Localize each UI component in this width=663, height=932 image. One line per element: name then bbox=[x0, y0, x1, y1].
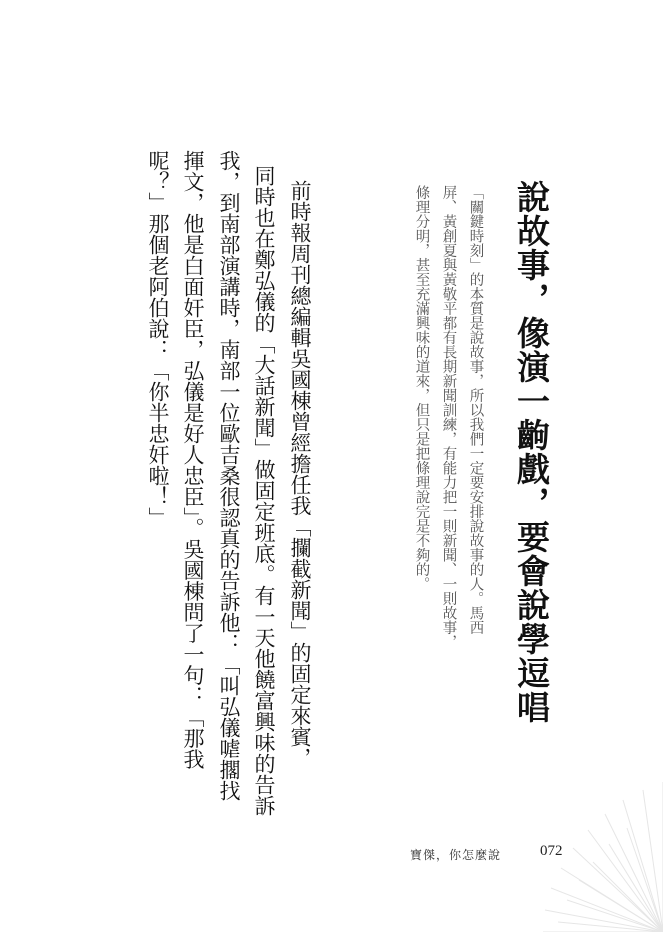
page-number: 072 bbox=[540, 843, 563, 859]
intro-line: 條理分明，甚至充滿興味的道來，但只是把條理說完是不夠的。 bbox=[413, 185, 430, 591]
body-line: 呢？」那個老阿伯說：「你半忠奸啦！」 bbox=[146, 150, 170, 528]
body-line: 我，到南部演講時，南部一位歐吉桑很認真的告訴他：「叫弘儀㖸擱找 bbox=[217, 150, 241, 801]
ray-decoration bbox=[483, 782, 663, 932]
running-footer-title: 寶傑，你怎麼說 bbox=[410, 848, 502, 862]
body-line: 揮文，他是白面奸臣，弘儀是好人忠臣」。吳國棟問了一句：「那我 bbox=[181, 150, 205, 770]
body-line: 同時也在鄭弘儀的「大話新聞」做固定班底。有一天他饒富興味的告訴 bbox=[252, 165, 276, 816]
intro-line: 屏、黃創夏與黃敬平都有長期新聞訓練，有能力把一則新聞、一則故事， bbox=[440, 185, 457, 649]
body-line: 前時報周刊總編輯吳國棟曾經擔任我「攔截新聞」的固定來賓， bbox=[288, 180, 312, 768]
intro-line: 「關鍵時刻」的本質是說故事，所以我們一定要安排說故事的人。馬西 bbox=[467, 185, 484, 635]
section-title: 說故事，像演一齣戲，要會說學逗唱 bbox=[512, 180, 551, 724]
